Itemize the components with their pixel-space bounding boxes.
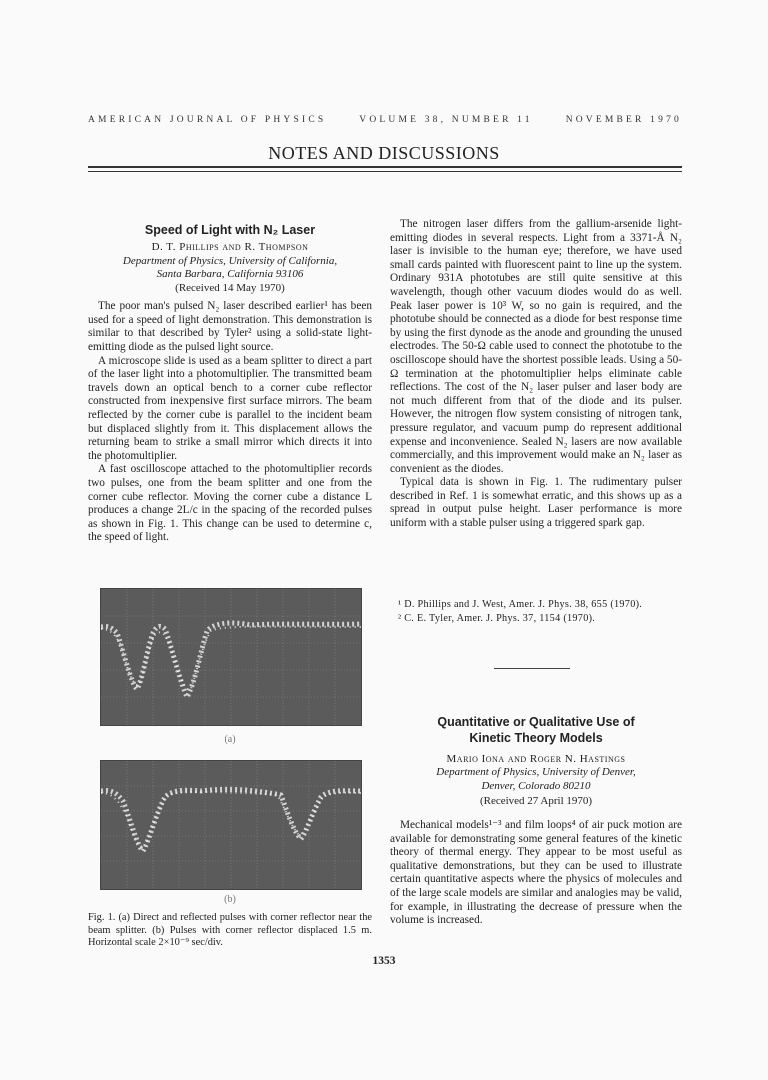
running-header — [88, 115, 682, 125]
article1-received: (Received 14 May 1970) — [175, 281, 285, 294]
article1-affiliation-line2: Santa Barbara, California 93106 — [156, 268, 304, 281]
figure-1a-label: (a) — [224, 734, 236, 745]
article1-paragraph: The nitrogen laser differs from the gallium-arsenide light-emitting diodes in several respects. Light from a 3371-Å N₂ laser is invisible to the human eye; therefore, we have used small cards painted with fluorescent paint to line up the system. Ordinary 931A phototubes are still quite sensitive at this wavelength, though other vacuum diodes would do as well. Peak laser power is 10³ W, so no gain is required, and the phototube should be connected as a diode for best response time by using the first dynode as the anode and grounding the unused electrodes. The 50-Ω cable used to connect the phototube to the oscilloscope should have the shortest possible leads. Using a 50-Ω termination at the photomultiplier helps eliminate cable reflections. The cost of the N₂ laser pulser and laser body are not much different from that of the diode and its pulser. However, the nitrogen flow system consisting of nitrogen tank, pressure regulator, and vacuum pump do represent additional expense and inconvenience. Sealed N₂ lasers are now available commercially, and this improvement would make an N₂ laser as convenient as the diodes. — [390, 218, 682, 475]
article2-title-line1: Quantitative or Qualitative Use of — [437, 715, 635, 729]
figure-1b-label: (b) — [224, 894, 236, 905]
figure-1a-oscilloscope-photo — [100, 588, 362, 726]
article2 — [390, 714, 682, 928]
article1-authors: D. T. Phillips and R. Thompson — [151, 241, 309, 253]
header-rule-thin — [88, 171, 682, 172]
article2-authors: Mario Iona and Roger N. Hastings — [446, 753, 626, 765]
article1-right-column — [390, 218, 682, 531]
article1-paragraph: The poor man's pulsed N₂ laser described earlier¹ has been used for a speed of light demonstration. This demonstration is similar to that described by Tyler² using a solid-state light-emitting diode as the pulsed light source. — [88, 300, 372, 353]
footnote: ¹ D. Phillips and J. West, Amer. J. Phys. 38, 655 (1970). — [398, 599, 643, 610]
volume-number: VOLUME 38, NUMBER 11 — [359, 115, 533, 125]
article-separator-rule — [494, 668, 570, 669]
article1-footnotes — [398, 598, 688, 625]
figure-1-caption: Fig. 1. (a) Direct and reflected pulses with corner reflector near the beam splitter. (b) Pulses with corner reflector displaced 1.5 m. Horizontal scale 2×10⁻⁹ sec/div. — [88, 912, 372, 948]
footnote: ² C. E. Tyler, Amer. J. Phys. 37, 1154 (1970). — [398, 612, 596, 624]
article1-paragraph: A microscope slide is used as a beam splitter to direct a part of the laser light into a photomultiplier. The transmitted beam travels down an optical bench to a corner cube reflector constructed from inexpensive first surface mirrors. The beam reflected by the corner cube is parallel to the incident beam but displaced slightly from it. This displacement allows the returning beam to strike a small mirror which directs it into the photomultiplier. — [88, 354, 372, 462]
issue-date: NOVEMBER 1970 — [565, 115, 682, 125]
article1-title: Speed of Light with N₂ Laser — [144, 223, 316, 237]
article1-paragraph: Typical data is shown in Fig. 1. The rudimentary pulser described in Ref. 1 is somewhat erratic, and this shows up as a spread in output pulse height. Laser performance is more uniform with a stable pulser using a triggered spark gap. — [390, 476, 682, 530]
article2-affiliation-line2: Denver, Colorado 80210 — [481, 779, 591, 792]
article2-received: (Received 27 April 1970) — [479, 795, 593, 807]
header-rule-thick — [88, 166, 682, 168]
article2-affiliation-line1: Department of Physics, University of Denver, — [436, 766, 636, 778]
article2-title-line2: Kinetic Theory Models — [469, 731, 603, 745]
article2-paragraph: Mechanical models¹⁻³ and film loops⁴ of air puck motion are available for demonstrating some general features of the kinetic theory of thermal energy. They appear to be most useful as qualitative demonstrations, but they can be used to illustrate certain quantitative aspects where the physics of molecules and of the large scale models are similar and analogies may be valid, for example, in illustrating the decrease of pressure when the volume is increased. — [390, 819, 682, 927]
page-number: 1353 — [372, 955, 396, 967]
article1-left-column — [88, 222, 372, 545]
figure-1b-oscilloscope-photo — [100, 760, 362, 890]
article1-paragraph: A fast oscilloscope attached to the photomultiplier records two pulses, one from the beam splitter and one from the corner cube reflector. Moving the corner cube a distance L produces a change 2L/c in the spacing of the recorded pulses as shown in Fig. 1. This change can be used to determine c, the speed of light. — [88, 463, 372, 544]
article1-affiliation-line1: Department of Physics, University of California, — [122, 254, 338, 267]
journal-name: AMERICAN JOURNAL OF PHYSICS — [88, 115, 327, 125]
section-title: NOTES AND DISCUSSIONS — [268, 143, 500, 163]
